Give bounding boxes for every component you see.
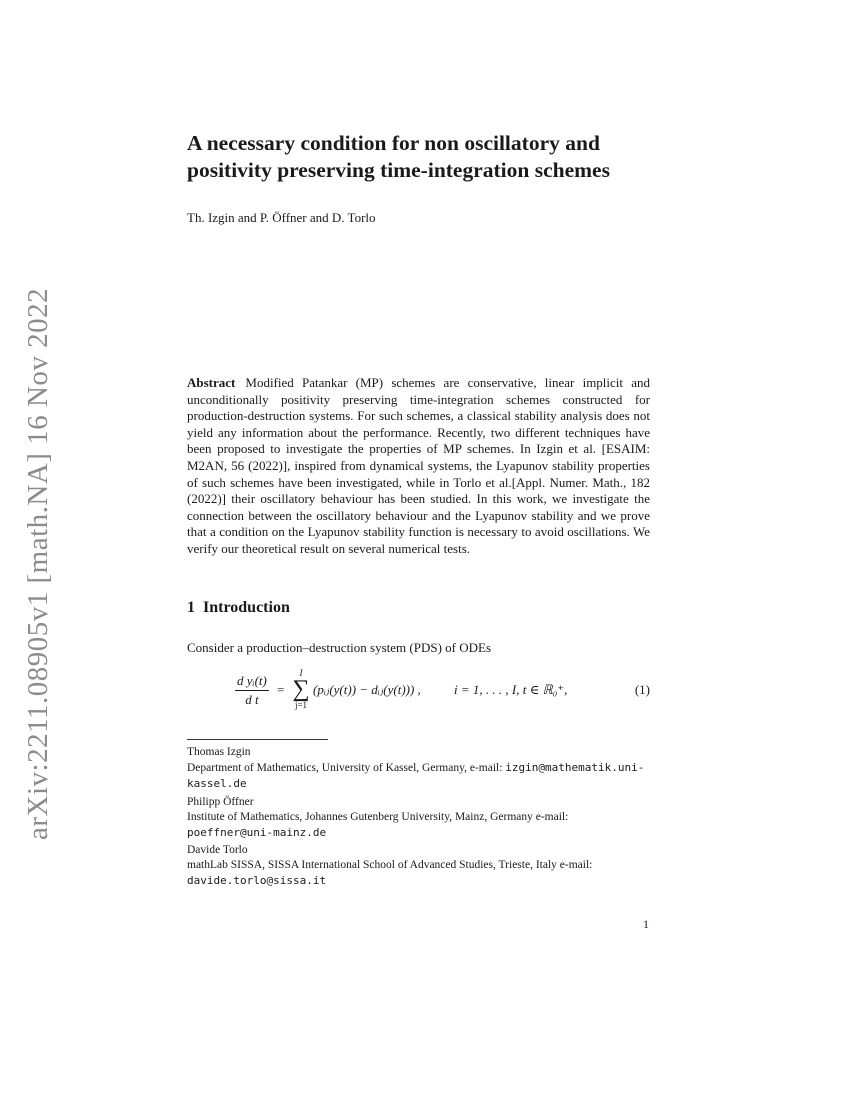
- author-list: Th. Izgin and P. Öffner and D. Torlo: [187, 210, 376, 225]
- title-line-2: positivity preserving time-integration schemes: [187, 158, 610, 182]
- sum-lower-limit: j=1: [294, 700, 308, 710]
- footnote-email[interactable]: izgin@mathematik.uni-kassel.de: [187, 761, 645, 790]
- equation-body: (pᵢⱼ(y(t)) − dᵢⱼ(y(t))) ,: [313, 682, 421, 697]
- footnote-email[interactable]: poeffner@uni-mainz.de: [187, 826, 327, 839]
- sum-upper-limit: I: [299, 668, 303, 678]
- footnote-author-1: [187, 745, 650, 792]
- section-number: 1: [187, 599, 195, 616]
- footnote-affiliation: Department of Mathematics, University of Kassel, Germany, e-mail:: [187, 762, 503, 774]
- footnote-author-3: [187, 843, 650, 889]
- page-number: 1: [643, 917, 649, 931]
- footnote-affiliation: mathLab SISSA, SISSA International School of Advanced Studies, Trieste, Italy e-mail:: [187, 859, 593, 871]
- title-line-1: A necessary condition for non oscillatory and: [187, 131, 600, 155]
- footnote-email[interactable]: davide.torlo@sissa.it: [187, 874, 327, 887]
- equation-condition: i = 1, . . . , I, t ∈ ℝ₀⁺,: [454, 682, 568, 697]
- equation-denominator: d t: [245, 692, 259, 707]
- abstract: [187, 375, 650, 558]
- equation-1: [187, 668, 650, 716]
- paper-title: [187, 130, 707, 184]
- arxiv-identifier-stamp: arXiv:2211.08905v1 [math.NA] 16 Nov 2022: [22, 287, 54, 840]
- equation-fraction: [235, 673, 269, 708]
- equation-tag: (1): [634, 682, 650, 697]
- section-title: Introduction: [203, 599, 290, 616]
- section-heading: [187, 599, 290, 617]
- summation: [289, 668, 313, 710]
- intro-paragraph: Consider a production–destruction system (PDS) of ODEs: [187, 640, 492, 655]
- footnote-affiliation: Institute of Mathematics, Johannes Gutenberg University, Mainz, Germany e-mail:: [187, 811, 569, 823]
- footnote-name: Thomas Izgin: [187, 746, 251, 758]
- footnote-author-2: [187, 795, 650, 841]
- equation-equals: =: [277, 682, 285, 697]
- footnote-name: Davide Torlo: [187, 844, 248, 856]
- footnote-name: Philipp Öffner: [187, 796, 254, 808]
- equation-numerator: d yᵢ(t): [235, 673, 269, 691]
- sum-symbol: ∑: [292, 676, 310, 702]
- abstract-text: Modified Patankar (MP) schemes are conservative, linear implicit and unconditionally positivity preserving time-integration schemes constructed for production-destruction systems. For such schemes, a classical stability analysis does not yield any information about the performance. Recently, two different techniques have been proposed to investigate the properties of MP schemes. In Izgin et al. [ESAIM: M2AN, 56 (2022)], inspired from dynamical systems, the Lyapunov stability properties of such schemes have been investigated, while in Torlo et al.[Appl. Numer. Math., 182 (2022)] their oscillatory behaviour has been studied. In this work, we investigate the connection between the oscillatory behaviour and the Lyapunov stability and we prove that a condition on the Lyapunov stability function is necessary to avoid oscillations. We verify our theoretical result on several numerical tests.: [187, 375, 650, 556]
- abstract-label: Abstract: [187, 375, 236, 390]
- footnote-rule: [187, 739, 328, 740]
